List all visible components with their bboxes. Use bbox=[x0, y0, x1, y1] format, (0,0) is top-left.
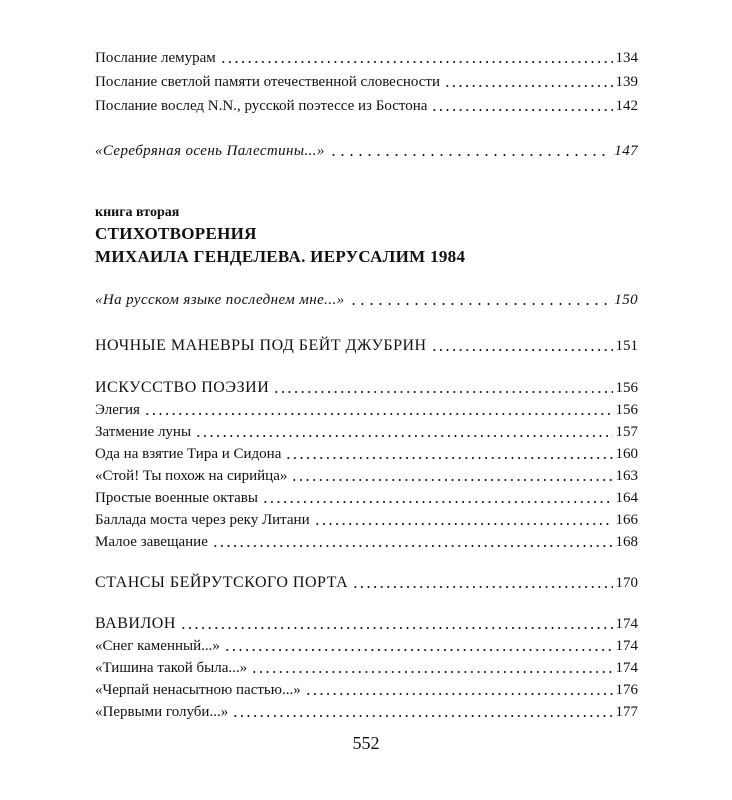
page-number: 552 bbox=[352, 733, 380, 753]
entry-page: 147 bbox=[614, 143, 638, 159]
entry-title: Элегия bbox=[95, 402, 140, 418]
dot-leader bbox=[329, 154, 612, 156]
section-entry-art bbox=[95, 375, 638, 397]
entry-page: 174 bbox=[615, 616, 638, 632]
entry-title: Баллада моста через реку Литани bbox=[95, 512, 310, 528]
entry-title: Простые военные октавы bbox=[95, 490, 258, 506]
toc-entry bbox=[95, 69, 638, 91]
entry-page: 134 bbox=[615, 50, 638, 66]
toc-entry bbox=[95, 529, 638, 551]
entry-page: 168 bbox=[615, 534, 638, 550]
dot-leader bbox=[305, 693, 613, 695]
entry-title: Малое завещание bbox=[95, 534, 208, 550]
dot-leader bbox=[251, 671, 612, 673]
entry-page: 139 bbox=[615, 74, 638, 90]
entry-title: Ода на взятие Тира и Сидона bbox=[95, 446, 282, 462]
entry-title: «Первыми голуби...» bbox=[95, 704, 229, 720]
dot-leader bbox=[349, 303, 612, 305]
entry-title: Послание светлой памяти отечественной словесности bbox=[95, 74, 441, 90]
toc-entry bbox=[95, 699, 638, 721]
dot-leader bbox=[195, 435, 612, 437]
section-title: СТАНСЫ БЕЙРУТСКОГО ПОРТА bbox=[95, 574, 349, 591]
section-title: НОЧНЫЕ МАНЕВРЫ ПОД БЕЙТ ДЖУБРИН bbox=[95, 337, 427, 354]
book-epigraph-entry bbox=[95, 287, 638, 309]
entry-title: «Черпай ненасытною пастью...» bbox=[95, 682, 301, 698]
toc-entry bbox=[95, 485, 638, 507]
entry-title: Затмение луны bbox=[95, 424, 192, 440]
book-title-line1: СТИХОТВОРЕНИЯ bbox=[95, 224, 257, 243]
entry-page: 150 bbox=[614, 292, 638, 308]
entry-title: «Снег каменный...» bbox=[95, 638, 220, 654]
entry-page: 163 bbox=[615, 468, 638, 484]
toc-entry bbox=[95, 419, 638, 441]
toc-entry bbox=[95, 463, 638, 485]
toc-entry bbox=[95, 677, 638, 699]
dot-leader bbox=[285, 457, 612, 459]
entry-page: 164 bbox=[615, 490, 638, 506]
dot-leader bbox=[444, 85, 612, 87]
toc-entry bbox=[95, 93, 638, 115]
toc-entry bbox=[95, 441, 638, 463]
toc-entry bbox=[95, 507, 638, 529]
dot-leader bbox=[352, 586, 612, 588]
dot-leader bbox=[431, 109, 612, 111]
toc-entry bbox=[95, 633, 638, 655]
toc-entry bbox=[95, 655, 638, 677]
entry-page: 174 bbox=[615, 660, 638, 676]
dot-leader bbox=[262, 501, 613, 503]
book-title-line2: МИХАИЛА ГЕНДЕЛЕВА. ИЕРУСАЛИМ 1984 bbox=[95, 247, 466, 266]
section-entry-babylon bbox=[95, 611, 638, 633]
entry-page: 156 bbox=[615, 402, 638, 418]
entry-title: «Тишина такой была...» bbox=[95, 660, 248, 676]
entry-page: 160 bbox=[615, 446, 638, 462]
toc-entry bbox=[95, 397, 638, 419]
dot-leader bbox=[180, 627, 613, 629]
dot-leader bbox=[212, 545, 613, 547]
dot-leader bbox=[220, 61, 613, 63]
dot-leader bbox=[232, 715, 612, 717]
dot-leader bbox=[273, 391, 612, 393]
dot-leader bbox=[291, 479, 612, 481]
dot-leader bbox=[314, 523, 613, 525]
entry-page: 177 bbox=[615, 704, 638, 720]
section-title: ИСКУССТВО ПОЭЗИИ bbox=[95, 379, 270, 396]
dot-leader bbox=[431, 349, 613, 351]
dot-leader bbox=[144, 413, 613, 415]
entry-title: «На русском языке последнем мне...» bbox=[95, 292, 345, 308]
entry-title: «Стой! Ты похож на сирийца» bbox=[95, 468, 288, 484]
entry-page: 166 bbox=[615, 512, 638, 528]
entry-page: 151 bbox=[615, 338, 638, 354]
entry-title: «Серебряная осень Палестины...» bbox=[95, 143, 325, 159]
entry-title: Послание лемурам bbox=[95, 50, 216, 66]
entry-page: 156 bbox=[615, 380, 638, 396]
entry-page: 157 bbox=[615, 424, 638, 440]
section-title: ВАВИЛОН bbox=[95, 615, 176, 632]
epigraph-entry bbox=[95, 138, 638, 160]
entry-page: 170 bbox=[615, 575, 638, 591]
section-entry-stanzas bbox=[95, 570, 638, 592]
entry-title: Послание вослед N.N., русской поэтессе из Бостона bbox=[95, 98, 428, 114]
toc-entry bbox=[95, 45, 638, 67]
entry-page: 176 bbox=[615, 682, 638, 698]
entry-page: 174 bbox=[615, 638, 638, 654]
book-label: книга вторая bbox=[95, 205, 180, 220]
dot-leader bbox=[224, 649, 613, 651]
entry-page: 142 bbox=[615, 98, 638, 114]
section-entry-night bbox=[95, 333, 638, 355]
